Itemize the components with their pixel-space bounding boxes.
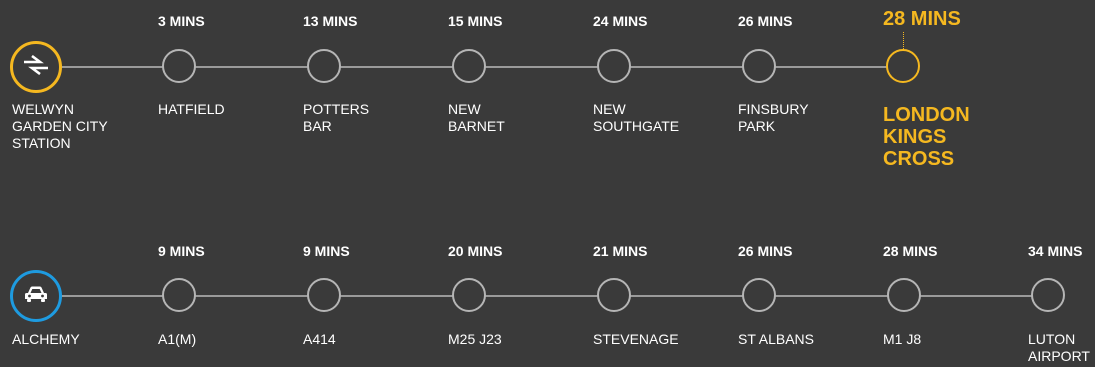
rail-stop-node xyxy=(307,49,341,83)
rail-stop-time: 26 MINS xyxy=(738,13,793,29)
road-stop-node xyxy=(452,278,486,312)
national-rail-icon xyxy=(23,55,49,80)
road-stop-label: STEVENAGE xyxy=(593,331,679,347)
rail-origin-node xyxy=(10,41,62,93)
road-stop-time: 34 MINS xyxy=(1028,243,1083,259)
rail-stop-time: 15 MINS xyxy=(448,13,503,29)
rail-origin-label: WELWYN GARDEN CITY STATION xyxy=(12,101,108,151)
road-stop-label: A1(M) xyxy=(158,331,197,347)
rail-stop-node xyxy=(162,49,196,83)
rail-stop-label: POTTERS BAR xyxy=(303,101,370,134)
road-stop-label: LUTON AIRPORT xyxy=(1028,331,1090,364)
road-stop-node xyxy=(162,278,196,312)
road-stop-time: 9 MINS xyxy=(158,243,205,259)
road-origin-label: ALCHEMY xyxy=(12,331,80,347)
road-stop-label: M25 J23 xyxy=(448,331,502,347)
road-stop-time: 21 MINS xyxy=(593,243,648,259)
rail-stop-label: FINSBURY PARK xyxy=(738,101,809,134)
rail-stop-time: 13 MINS xyxy=(303,13,358,29)
car-icon xyxy=(24,285,48,308)
road-stop-node xyxy=(742,278,776,312)
road-stop-time: 9 MINS xyxy=(303,243,350,259)
rail-stop-label: NEW SOUTHGATE xyxy=(593,101,680,134)
road-stop-node xyxy=(887,278,921,312)
rail-destination-label: LONDON KINGS CROSS xyxy=(883,104,970,170)
road-stop-time: 20 MINS xyxy=(448,243,503,259)
road-stop-label: A414 xyxy=(303,331,336,347)
road-stop-node xyxy=(1031,278,1065,312)
rail-stop-node xyxy=(742,49,776,83)
road-route xyxy=(0,230,1095,367)
road-stop-node xyxy=(307,278,341,312)
rail-stop-node xyxy=(452,49,486,83)
road-stop-time: 26 MINS xyxy=(738,243,793,259)
rail-stop-time: 3 MINS xyxy=(158,13,205,29)
rail-destination-node xyxy=(886,49,920,83)
rail-stop-node xyxy=(597,49,631,83)
road-origin-node xyxy=(10,270,62,322)
rail-stop-label: NEW BARNET xyxy=(448,101,505,134)
rail-destination-connector xyxy=(903,32,904,49)
road-stop-label: M1 J8 xyxy=(883,331,922,347)
road-stop-label: ST ALBANS xyxy=(738,331,815,347)
rail-stop-label: HATFIELD xyxy=(158,101,225,117)
road-stop-node xyxy=(597,278,631,312)
rail-destination-time: 28 MINS xyxy=(883,8,961,30)
rail-stop-time: 24 MINS xyxy=(593,13,648,29)
road-stop-time: 28 MINS xyxy=(883,243,938,259)
